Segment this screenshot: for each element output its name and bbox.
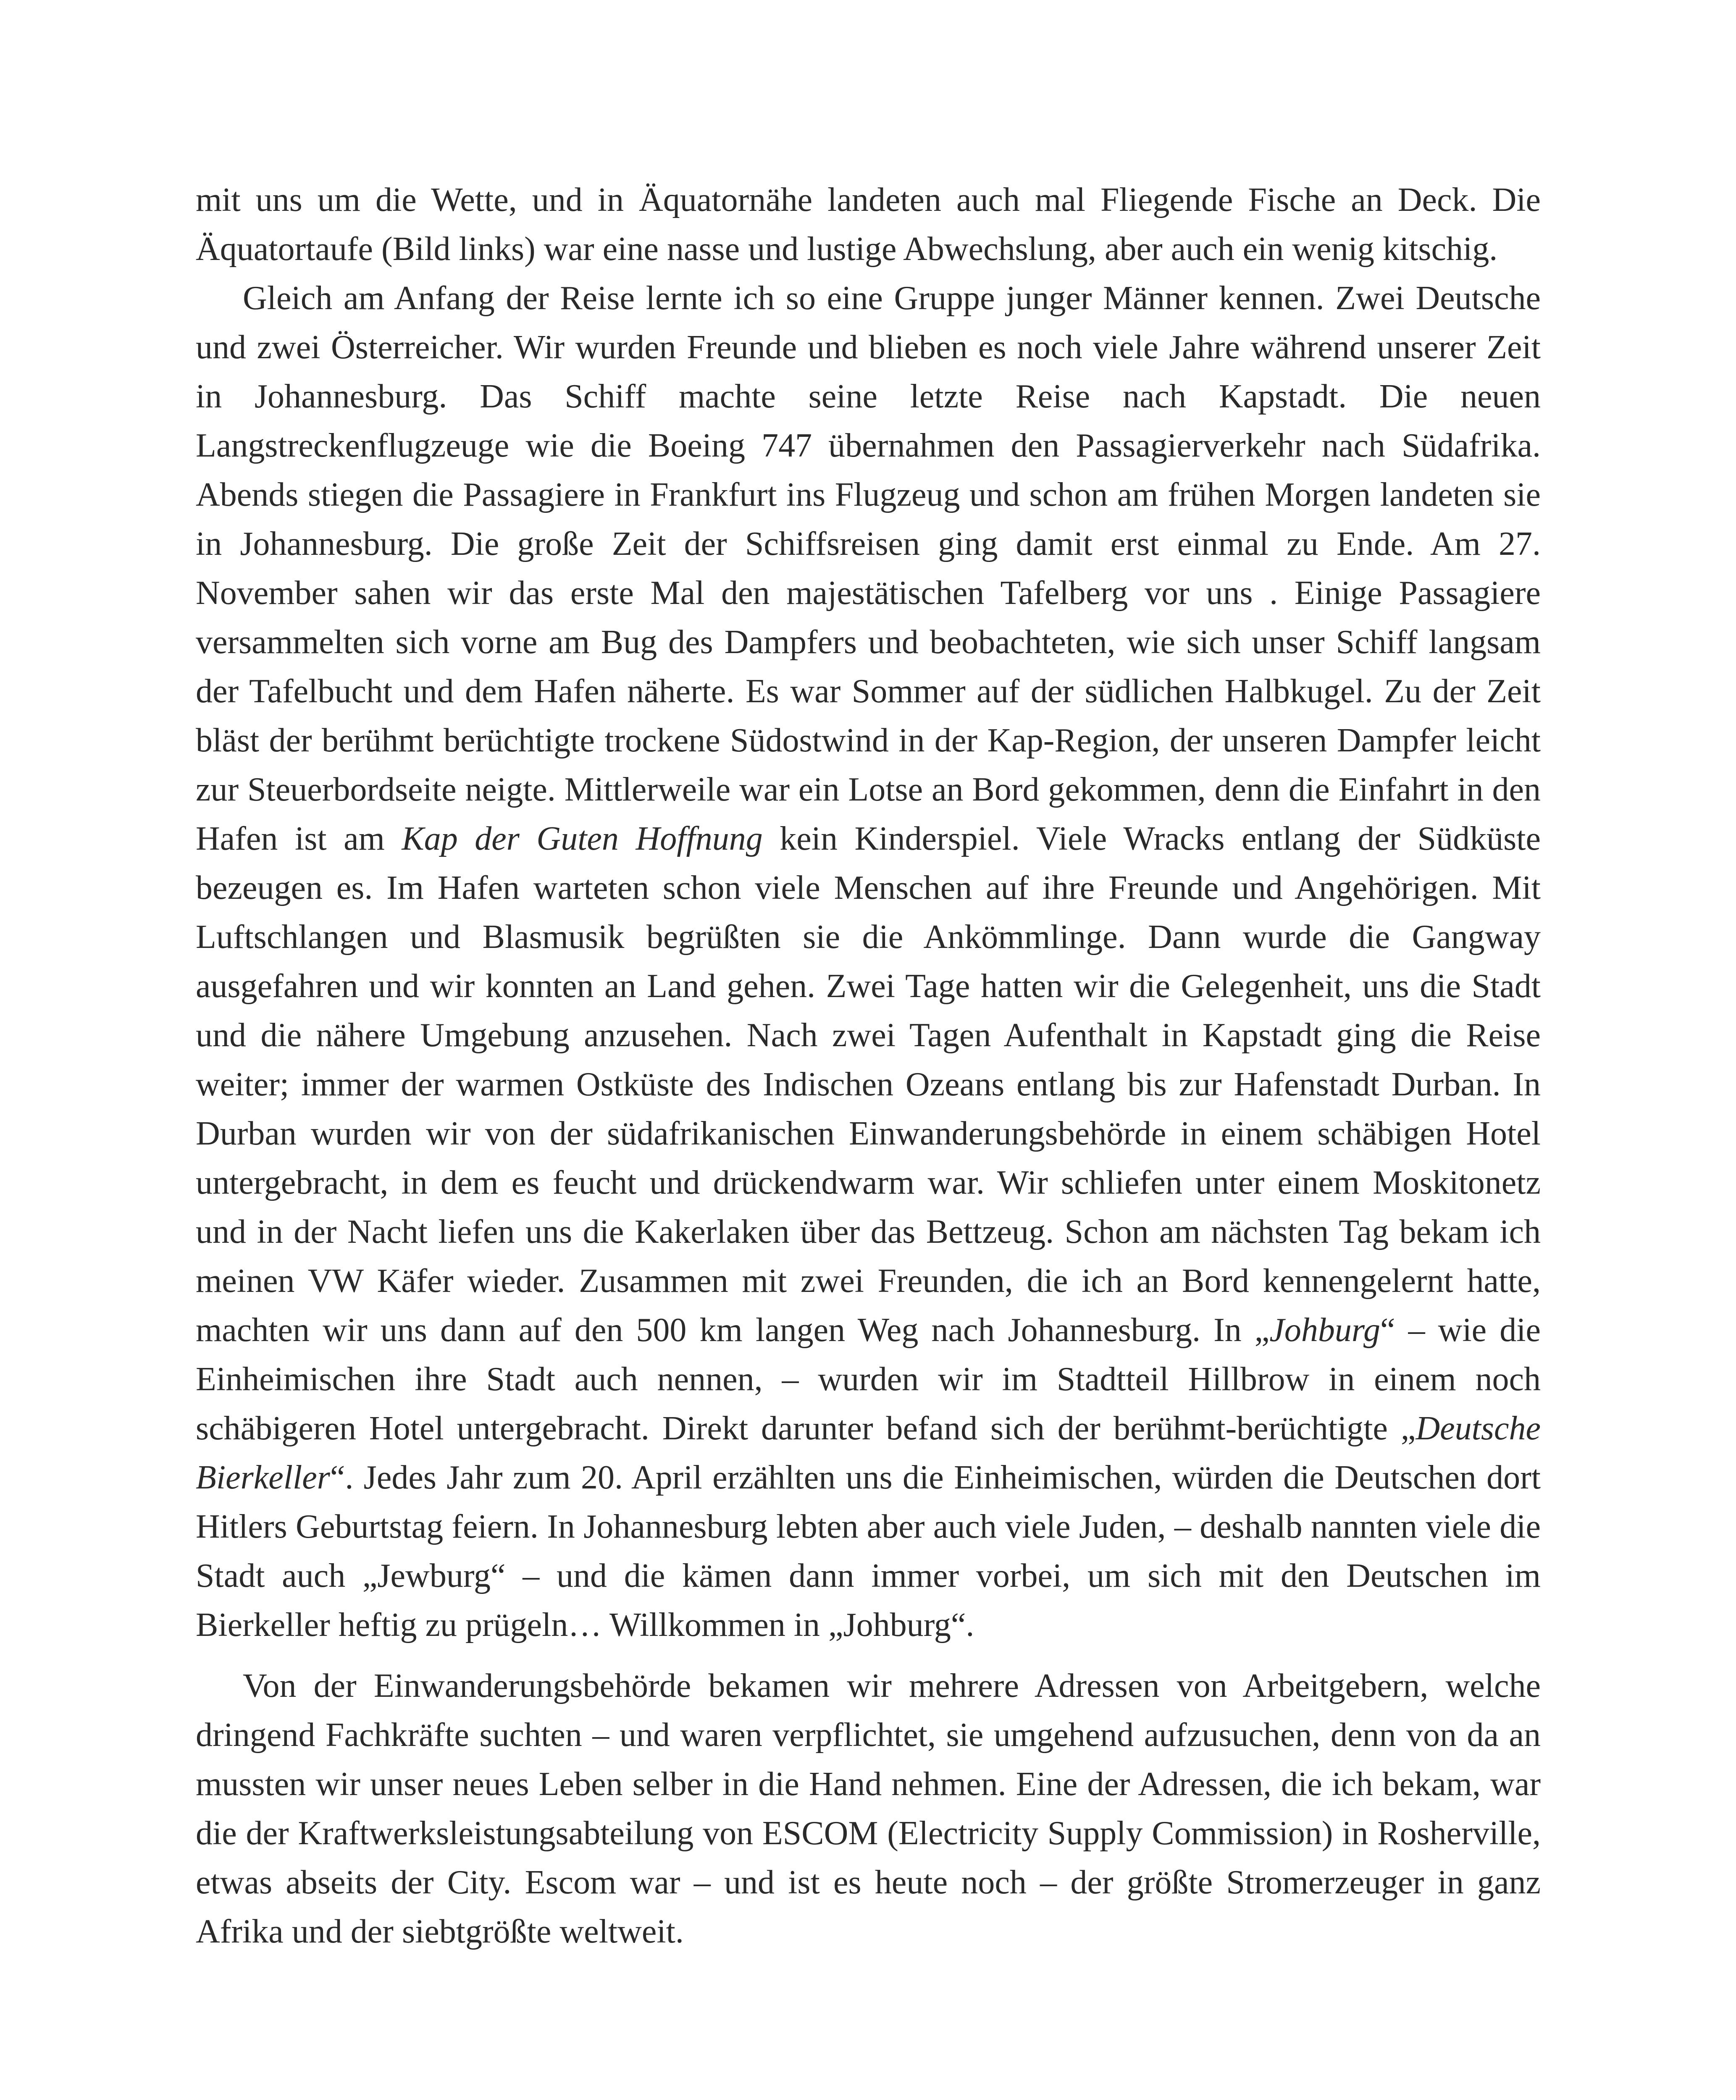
text-segment: “ – wie die Einheimischen ihre Stadt auch nennen, – wurden wir im Stadtteil Hillbrow in einem noch schäbigeren Hotel untergebracht. Direkt darunter befand sich der berühmt-berüchtigte „: [196, 1312, 1541, 1447]
text-segment: kein Kinderspiel. Viele Wracks entlang der Südküste bezeugen es. Im Hafen warteten schon viele Menschen auf ihre Freunde und Angehörigen. Mit Luftschlangen und Blasmusik begrüßten sie die Ankömmlinge. Dann wurde die Gangway ausgefahren und wir konnten an Land gehen. Zwei Tage hatten wir die Gelegenheit, uns die Stadt und die nähere Umgebung anzusehen. Nach zwei Tagen Aufenthalt in Kapstadt ging die Reise weiter; immer der warmen Ostküste des Indischen Ozeans entlang bis zur Hafenstadt Durban. In Durban wurden wir von der südafrikanischen Einwanderungsbehörde in einem schäbigen Hotel untergebracht, in dem es feucht und drückendwarm war. Wir schliefen unter einem Moskitonetz und in der Nacht liefen uns die Kakerlaken über das Bettzeug. Schon am nächsten Tag bekam ich meinen VW Käfer wieder. Zusammen mit zwei Freunden, die ich an Bord kennengelernt hatte, machten wir uns dann auf den 500 km langen Weg nach Johannesburg. In „: [196, 820, 1541, 1349]
text-segment: mit uns um die Wette, und in Äquatornähe landeten auch mal Fliegende Fische an Deck. Die Äquatortaufe (Bild links) war eine nasse und lustige Abwechslung, aber auch ein wenig kitschig.: [196, 181, 1541, 268]
italic-phrase-johburg: Johburg: [1269, 1312, 1380, 1349]
paragraph-3: [196, 1662, 1541, 1956]
paragraph-1: [196, 176, 1541, 274]
paragraph-2: [196, 274, 1541, 1650]
body-text: [196, 176, 1541, 1956]
italic-phrase-kap-der-guten-hoffnung: Kap der Guten Hoffnung: [402, 820, 763, 857]
text-segment: Von der Einwanderungsbehörde bekamen wir mehrere Adressen von Arbeitgebern, welche dringend Fachkräfte suchten – und waren verpflichtet, sie umgehend aufzusuchen, denn von da an mussten wir unser neues Leben selber in die Hand nehmen. Eine der Adressen, die ich bekam, war die der Kraftwerksleistungsabteilung von ESCOM (Electricity Supply Commission) in Rosherville, etwas abseits der City. Escom war – und ist es heute noch – der größte Stromerzeuger in ganz Afrika und der siebtgrößte weltweit.: [196, 1667, 1541, 1950]
text-segment: Gleich am Anfang der Reise lernte ich so eine Gruppe junger Männer kennen. Zwei Deutsche und zwei Österreicher. Wir wurden Freunde und blieben es noch viele Jahre während unserer Zeit in Johannesburg. Das Schiff machte seine letzte Reise nach Kapstadt. Die neuen Langstreckenflugzeuge wie die Boeing 747 übernahmen den Passagierverkehr nach Südafrika. Abends stiegen die Passagiere in Frankfurt ins Flugzeug und schon am frühen Morgen landeten sie in Johannesburg. Die große Zeit der Schiffsreisen ging damit erst einmal zu Ende. Am 27. November sahen wir das erste Mal den majestätischen Tafelberg vor uns . Einige Passagiere versammelten sich vorne am Bug des Dampfers und beobachteten, wie sich unser Schiff langsam der Tafelbucht und dem Hafen näherte. Es war Sommer auf der südlichen Halbkugel. Zu der Zeit bläst der berühmt berüchtigte trockene Südostwind in der Kap-Region, der unseren Dampfer leicht zur Steuerbordseite neigte. Mittlerweile war ein Lotse an Bord gekommen, denn die Einfahrt in den Hafen ist am: [196, 280, 1541, 857]
text-segment: “. Jedes Jahr zum 20. April erzählten uns die Einheimischen, würden die Deutschen dort Hitlers Geburtstag feiern. In Johannesburg lebten aber auch viele Juden, – deshalb nannten viele die Stadt auch „Jewburg“ – und die kämen dann immer vorbei, um sich mit den Deutschen im Bierkeller heftig zu prügeln… Willkommen in „Johburg“.: [196, 1459, 1541, 1643]
italic-phrase-deutsche-bierkeller: Deutsche Bierkeller: [196, 1410, 1541, 1496]
